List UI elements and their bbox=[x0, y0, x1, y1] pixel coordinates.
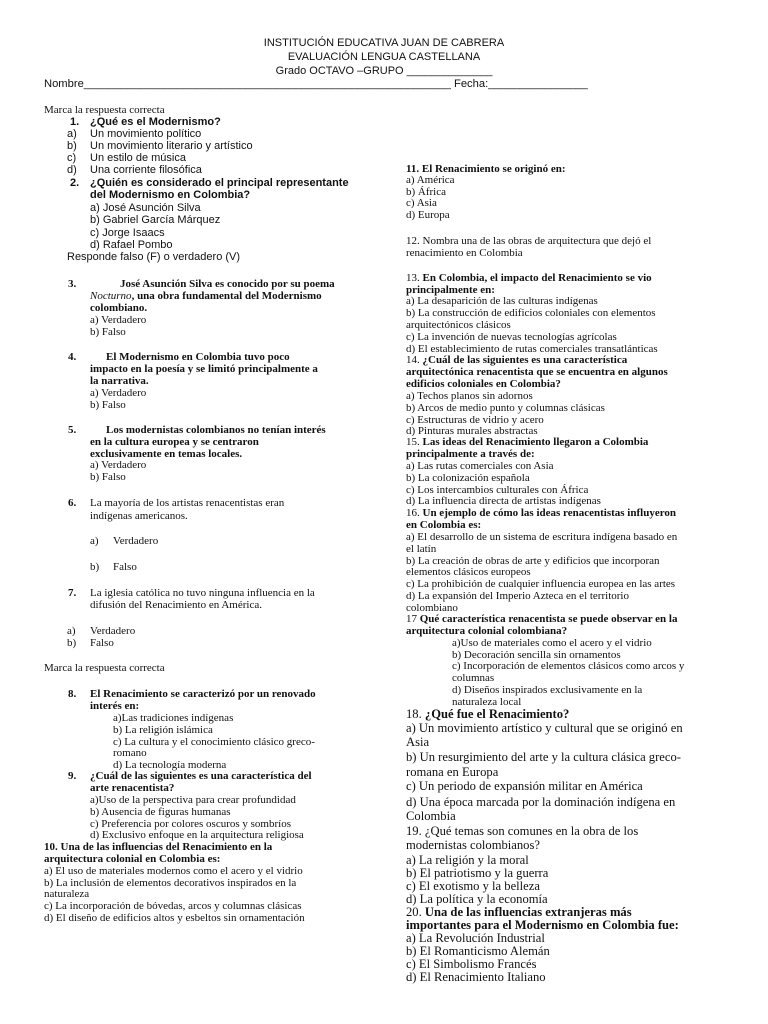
question-text: Los modernistas colombianos no tenían interés bbox=[106, 424, 326, 436]
question-text bbox=[406, 355, 627, 367]
option: d) Exclusivo enfoque en la arquitectura religiosa bbox=[90, 829, 304, 841]
name-date-line: Nombre___________________________________________________________ Fecha:________________ bbox=[44, 78, 588, 90]
question-text-bold: ¿Cuál de las siguientes es una característica bbox=[422, 354, 628, 366]
question-text bbox=[406, 508, 676, 520]
question-number: 13. bbox=[406, 272, 423, 284]
question-text-bold: Qué característica renacentista se puede observar en la bbox=[419, 613, 678, 625]
question-text bbox=[406, 437, 648, 449]
option: c) Preferencia por colores oscuros y sombríos bbox=[90, 818, 291, 830]
question-text: en la cultura europea y se centraron bbox=[90, 436, 259, 448]
option: c) El Simbolismo Francés bbox=[406, 957, 537, 971]
option-letter: d) bbox=[67, 164, 77, 176]
option: b) La colonización española bbox=[406, 472, 530, 484]
option: b) La construcción de edificios coloniales con elementos bbox=[406, 307, 656, 319]
question-text-bold: ¿Qué fue el Renacimiento? bbox=[424, 707, 570, 721]
option-text: Verdadero bbox=[113, 535, 159, 547]
question-text-bold: Las ideas del Renacimiento llegaron a Colombia bbox=[422, 436, 649, 448]
option: c) Estructuras de vidrio y acero bbox=[406, 414, 544, 426]
question-text: interés en: bbox=[90, 700, 140, 712]
question-number: 14. bbox=[406, 354, 423, 366]
option: a) Las rutas comerciales con Asia bbox=[406, 460, 554, 472]
question-text: arquitectura colonial colombiana? bbox=[406, 625, 568, 637]
option: c) Jorge Isaacs bbox=[90, 227, 165, 239]
option: a)Uso de materiales como el acero y el vidrio bbox=[452, 637, 652, 649]
option-letter: b) bbox=[90, 561, 100, 573]
question-text: edificios coloniales en Colombia? bbox=[406, 378, 561, 390]
question-number: 15. bbox=[406, 436, 423, 448]
option: c) La invención de nuevas tecnologías agrícolas bbox=[406, 331, 617, 343]
question-text bbox=[406, 273, 652, 285]
option: a)Las tradiciones indígenas bbox=[113, 712, 234, 724]
option-letter: b) bbox=[67, 637, 77, 649]
question-number: 18. bbox=[406, 707, 425, 721]
question-text: ¿Qué es el Modernismo? bbox=[90, 116, 221, 128]
option: a) El desarrollo de un sistema de escritura indígena basado en bbox=[406, 531, 678, 543]
question-text: arquitectónica renacentista que se encuentra en algunos bbox=[406, 366, 668, 378]
option: b) Decoración sencilla sin ornamentos bbox=[452, 649, 621, 661]
question-number: 6. bbox=[68, 497, 77, 509]
question-text: ¿Quién es considerado el principal representante bbox=[90, 177, 349, 189]
option: a) América bbox=[406, 174, 455, 186]
option: d) Una época marcada por la dominación indígena en bbox=[406, 795, 676, 809]
option-text: Falso bbox=[113, 561, 137, 573]
option: a)Uso de la perspectiva para crear profundidad bbox=[90, 794, 296, 806]
question-number: 5. bbox=[68, 424, 77, 436]
option: b) La religión islámica bbox=[113, 724, 213, 736]
option: el latín bbox=[406, 543, 437, 555]
option: d) Pinturas murales abstractas bbox=[406, 425, 538, 437]
question-text: importantes para el Modernismo en Colombia fue: bbox=[406, 918, 679, 932]
option: b) Falso bbox=[90, 326, 126, 338]
poem-title: Nocturno bbox=[90, 290, 132, 302]
option: naturaleza bbox=[44, 888, 90, 900]
option-letter: c) bbox=[67, 152, 77, 164]
question-number: 1. bbox=[70, 116, 80, 128]
question-text bbox=[406, 614, 677, 626]
option: c) Incorporación de elementos clásicos como arcos y bbox=[452, 660, 685, 672]
option: d) El diseño de edificios altos y esbeltos sin ornamentación bbox=[44, 912, 305, 924]
option: d) Diseños inspirados exclusivamente en la bbox=[452, 684, 643, 696]
question-text: del Modernismo en Colombia? bbox=[90, 189, 251, 201]
option: a) Techos planos sin adornos bbox=[406, 390, 533, 402]
option: b) Arcos de medio punto y columnas clásicas bbox=[406, 402, 605, 414]
option: a) José Asunción Silva bbox=[90, 202, 201, 214]
question-text: arquitectura colonial en Colombia es: bbox=[44, 853, 221, 865]
question-number: 20. bbox=[406, 905, 425, 919]
option: c) La cultura y el conocimiento clásico greco- bbox=[113, 736, 315, 748]
evaluation-title: EVALUACIÓN LENGUA CASTELLANA bbox=[287, 51, 481, 63]
question-text: 10. Una de las influencias del Renacimiento en la bbox=[44, 841, 273, 853]
option: a) La desaparición de las culturas indígenas bbox=[406, 295, 598, 307]
question-text: modernistas colombianos? bbox=[406, 838, 540, 852]
question-text: impacto en la poesía y se limitó principalmente a bbox=[90, 363, 318, 375]
question-text: arte renacentista? bbox=[90, 782, 175, 794]
option: naturaleza local bbox=[452, 696, 522, 708]
option: b) La inclusión de elementos decorativos inspirados en la bbox=[44, 877, 297, 889]
instruction-3: Marca la respuesta correcta bbox=[44, 662, 165, 674]
option-letter: a) bbox=[67, 625, 76, 637]
option: d) La política y la economía bbox=[406, 892, 548, 906]
institution-title: INSTITUCIÓN EDUCATIVA JUAN DE CABRERA bbox=[263, 37, 505, 49]
option-text: Un movimiento político bbox=[90, 128, 202, 140]
question-text: El Modernismo en Colombia tuvo poco bbox=[106, 351, 290, 363]
option: b) Falso bbox=[90, 399, 126, 411]
option: romano bbox=[113, 747, 147, 759]
option-letter: a) bbox=[90, 535, 99, 547]
option-letter: a) bbox=[67, 128, 77, 140]
option: c) Los intercambios culturales con África bbox=[406, 484, 589, 496]
question-text: renacimiento en Colombia bbox=[406, 247, 523, 259]
option-text: Falso bbox=[90, 637, 114, 649]
option: a) La Revolución Industrial bbox=[406, 931, 545, 945]
option: Asia bbox=[406, 735, 430, 749]
question-number: 8. bbox=[68, 688, 77, 700]
option: d) Europa bbox=[406, 209, 450, 221]
instruction-2: Responde falso (F) o verdadero (V) bbox=[67, 251, 241, 263]
option: a) Verdadero bbox=[90, 459, 147, 471]
question-number: 2. bbox=[70, 177, 80, 189]
option: d) El Renacimiento Italiano bbox=[406, 970, 546, 984]
option: b) Gabriel García Márquez bbox=[90, 214, 221, 226]
option: a) Verdadero bbox=[90, 387, 147, 399]
option: colombiano bbox=[406, 602, 458, 614]
question-text: difusión del Renacimiento en América. bbox=[90, 599, 262, 611]
option: c) Un periodo de expansión militar en América bbox=[406, 779, 643, 793]
question-text-rest: , una obra fundamental del Modernismo bbox=[131, 290, 322, 302]
question-text: 12. Nombra una de las obras de arquitectura que dejó el bbox=[406, 235, 652, 247]
question-text: José Asunción Silva es conocido por su poema bbox=[120, 278, 335, 290]
question-text: en Colombia es: bbox=[406, 519, 482, 531]
question-text: colombiano. bbox=[90, 302, 148, 314]
option: c) La prohibición de cualquier influencia europea en las artes bbox=[406, 578, 676, 590]
question-text: principalmente en: bbox=[406, 284, 495, 296]
option: d) La expansión del Imperio Azteca en el territorio bbox=[406, 590, 629, 602]
question-text-bold: Una de las influencias extranjeras más bbox=[424, 905, 632, 919]
option: elementos clásicos europeos bbox=[406, 566, 531, 578]
option: b) Un resurgimiento del arte y la cultura clásica greco- bbox=[406, 750, 681, 764]
question-text: La mayoría de los artistas renacentistas eran bbox=[90, 497, 285, 509]
option: romana en Europa bbox=[406, 765, 499, 779]
question-text: ¿Cuál de las siguientes es una característica del bbox=[90, 770, 312, 782]
question-text: La iglesia católica no tuvo ninguna influencia en la bbox=[90, 587, 315, 599]
question-text: exclusivamente en temas locales. bbox=[90, 448, 243, 460]
option: Colombia bbox=[406, 809, 456, 823]
question-text: 11. El Renacimiento se originó en: bbox=[406, 163, 566, 175]
option: d) El establecimiento de rutas comerciales transatlánticas bbox=[406, 343, 658, 355]
option: a) El uso de materiales modernos como el acero y el vidrio bbox=[44, 865, 303, 877]
option-text: Un movimiento literario y artístico bbox=[90, 140, 253, 152]
option: b) La creación de obras de arte y edificios que incorporan bbox=[406, 555, 660, 567]
option-text: Un estilo de música bbox=[90, 152, 186, 164]
option-text: Verdadero bbox=[90, 625, 136, 637]
question-number: 3. bbox=[68, 278, 77, 290]
question-text-bold: En Colombia, el impacto del Renacimiento se vio bbox=[422, 272, 652, 284]
option: b) Ausencia de figuras humanas bbox=[90, 806, 231, 818]
option: c) El exotismo y la belleza bbox=[406, 879, 540, 893]
option: d) La influencia directa de artistas indígenas bbox=[406, 495, 601, 507]
option: b) El patriotismo y la guerra bbox=[406, 866, 549, 880]
question-number: 4. bbox=[68, 351, 77, 363]
option: b) Falso bbox=[90, 471, 126, 483]
instruction-1: Marca la respuesta correcta bbox=[44, 104, 165, 116]
question-number: 16. bbox=[406, 507, 423, 519]
question-text: El Renacimiento se caracterizó por un renovado bbox=[90, 688, 316, 700]
option: columnas bbox=[452, 672, 495, 684]
option: c) La incorporación de bóvedas, arcos y columnas clásicas bbox=[44, 900, 302, 912]
question-number: 17 bbox=[406, 613, 420, 625]
question-text: la narrativa. bbox=[90, 375, 149, 387]
question-text: principalmente a través de: bbox=[406, 448, 535, 460]
question-text-bold: Un ejemplo de cómo las ideas renacentistas influyeron bbox=[422, 507, 676, 519]
grade-line: Grado OCTAVO –GRUPO ______________ bbox=[275, 65, 493, 77]
question-text bbox=[406, 707, 569, 722]
option: c) Asia bbox=[406, 197, 437, 209]
option-letter: b) bbox=[67, 140, 77, 152]
question-number: 7. bbox=[68, 587, 77, 599]
option: d) La tecnología moderna bbox=[113, 759, 227, 771]
question-text: 19. ¿Qué temas son comunes en la obra de los bbox=[406, 824, 639, 838]
option: a) Verdadero bbox=[90, 314, 147, 326]
option: d) Rafael Pombo bbox=[90, 239, 173, 251]
option: arquitectónicos clásicos bbox=[406, 319, 511, 331]
question-text bbox=[90, 291, 322, 303]
option-text: Una corriente filosófica bbox=[90, 164, 202, 176]
option: a) Un movimiento artístico y cultural que se originó en bbox=[406, 721, 683, 735]
question-text: indígenas americanos. bbox=[90, 510, 188, 522]
option: b) El Romanticismo Alemán bbox=[406, 944, 550, 958]
option: b) África bbox=[406, 186, 447, 198]
question-number: 9. bbox=[68, 770, 77, 782]
option: a) La religión y la moral bbox=[406, 853, 529, 867]
